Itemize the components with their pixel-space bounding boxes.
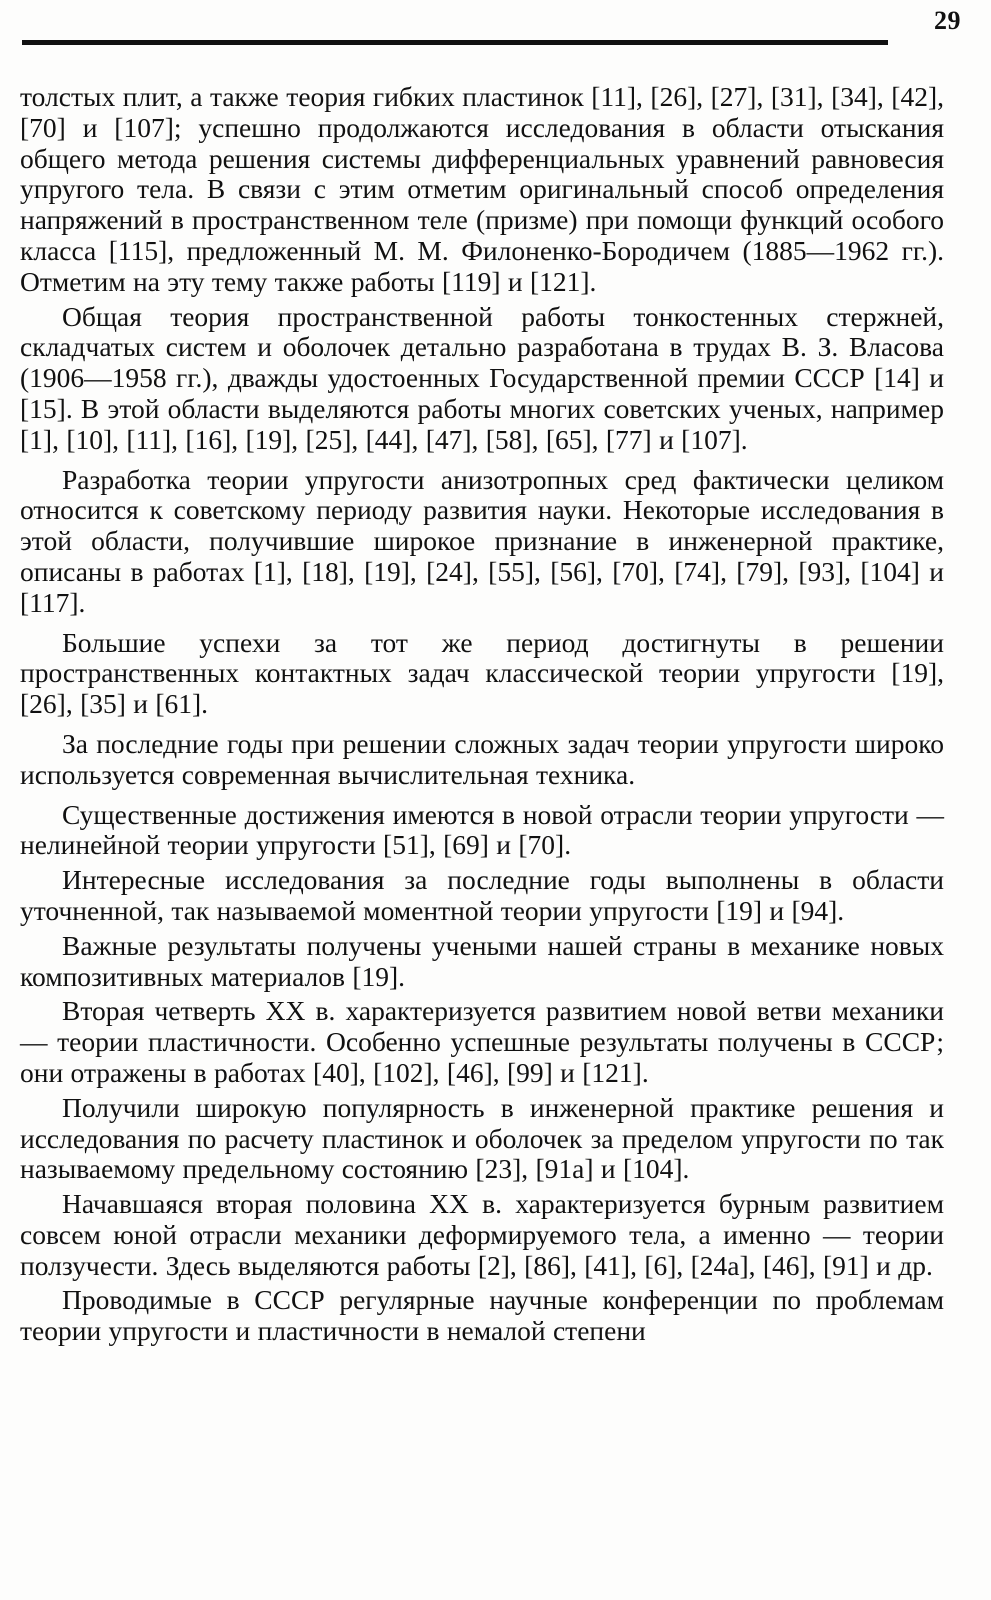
page-number: 29 (934, 6, 961, 35)
paragraph-plasticity: Вторая четверть XX в. характеризуется развитием новой ветви механики — теории пластичности. Особенно успешные результаты получены в СССР; они отражены в работах [40], [102], [46], [99] и [121]. (20, 995, 944, 1088)
paragraph-nonlinear-elasticity: Существенные достижения имеются в новой отрасли теории упругости — нелинейной теории упругости [51], [69] и [70]. (20, 798, 944, 861)
paragraph-contact-problems: Большие успехи за тот же период достигнуты в решении пространственных контактных задач классической теории упругости [19], [26], [35] и [61]. (20, 626, 944, 720)
paragraph-anisotropic-media: Разработка теории упругости анизотропных сред фактически целиком относится к советскому периоду развития науки. Некоторые исследования в этой области, получившие широкое признание в инженерной практике, описаны в работах [1], [18], [19], [24], [55], [56], [70], [74], [79], [93], [104] и [117]. (20, 463, 944, 618)
paragraph-moment-theory: Интересные исследования за последние годы выполнены в области уточненной, так называемой моментной теории упругости [19] и [94]. (20, 864, 944, 926)
paragraph-conferences: Проводимые в СССР регулярные научные конференции по проблемам теории упругости и пластичности в немалой степени (20, 1284, 944, 1347)
paragraph-thin-walled-structures: Общая теория пространственной работы тонкостенных стержней, складчатых систем и оболочек детально разработана в трудах В. З. Власова (1906—1958 гг.), дважды удостоенных Государственной премии СССР [14] и [15]. В этой области выделяются работы многих советских ученых, например [1], [10], [11], [16], [19], [25], [44], [47], [58], [65], [77] и [107]. (20, 300, 944, 455)
paragraph-creep: Начавшаяся вторая половина XX в. характеризуется бурным развитием совсем юной отрасли механики деформируемого тела, а именно — теории ползучести. Здесь выделяются работы [2], [86], [41], [6], [24а], [46], [91] и др. (20, 1188, 944, 1281)
paragraph-composites: Важные результаты получены учеными нашей страны в механике новых композитивных материалов [19]. (20, 929, 944, 992)
paragraph-computing: За последние годы при решении сложных задач теории упругости широко используется современная вычислительная техника. (20, 727, 944, 790)
header-rule (22, 40, 888, 45)
body-text (20, 82, 944, 1347)
paragraph-limit-state: Получили широкую популярность в инженерной практике решения и исследования по расчету пластинок и оболочек за пределом упругости по так называемому предельному состоянию [23], [91а] и [104]. (20, 1091, 944, 1185)
paragraph-continuation: толстых плит, а также теория гибких пластинок [11], [26], [27], [31], [34], [42], [70] и [107]; успешно продолжаются исследования в области отыскания общего метода решения системы дифференциальных уравнений равновесия упругого тела. В связи с этим отметим оригинальный способ определения напряжений в пространственном теле (призме) при помощи функций особого класса [115], предложенный М. М. Филоненко-Бородичем (1885—1962 гг.). Отметим на эту тему также работы [119] и [121]. (20, 81, 944, 297)
